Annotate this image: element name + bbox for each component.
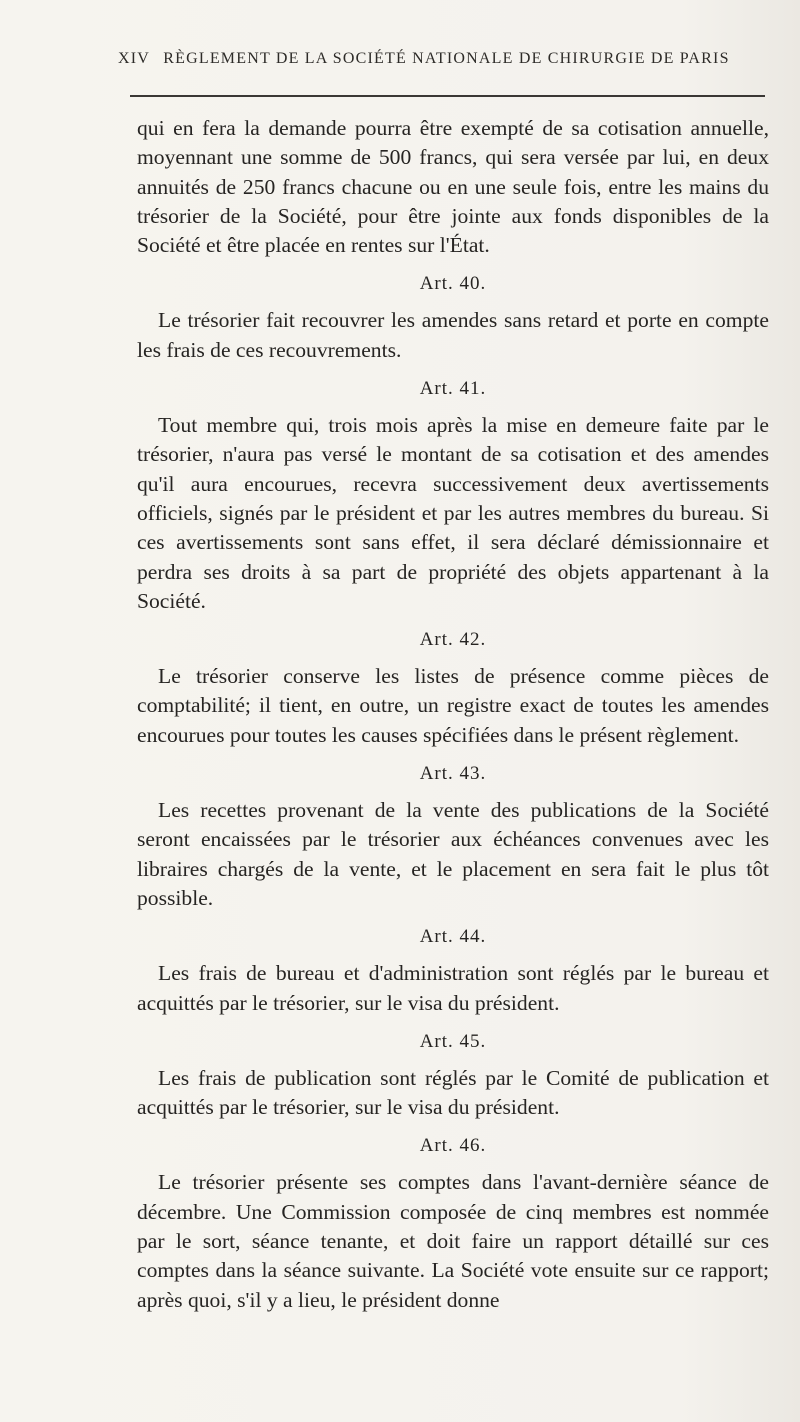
article-heading-43: Art. 43.: [419, 763, 487, 785]
article-42-text: Le trésorier conserve les listes de présence comme pièces de comptabilité; il tient, en outre, un registre exact de toutes les amendes encourues pour toutes les causes spécifiées dans le présent règlement.: [137, 664, 769, 747]
article-44-text: Les frais de bureau et d'administration sont réglés par le bureau et acquittés par le trésorier, sur le visa du président.: [137, 961, 769, 1015]
header-rule: [130, 95, 765, 97]
article-heading-42: Art. 42.: [419, 629, 487, 651]
article-heading-44: Art. 44.: [419, 926, 487, 948]
article-45-text: Les frais de publication sont réglés par le Comité de publication et acquittés par le trésorier, sur le visa du président.: [137, 1065, 769, 1120]
paragraph-continuation: qui en fera la demande pourra être exempté de sa cotisation annuelle, moyennant une somme de 500 francs, qui sera versée par lui, en deux annuités de 250 francs chacune ou en une seule fois, entre les mains du trésorier de la Société, pour être jointe aux fonds disponibles de la Société et être placée en rentes sur l'État.: [137, 116, 769, 258]
running-header: [118, 50, 768, 68]
page-body: [137, 114, 769, 1315]
article-heading-40: Art. 40.: [419, 273, 487, 295]
article-41-text: Tout membre qui, trois mois après la mise en demeure faite par le trésorier, n'aura pas versé le montant de sa cotisation et des amendes qu'il aura encourues, recevra successivement deux avertissements officiels, signés par le président et par les autres membres du bureau. Si ces avertissements sont sans effet, il sera déclaré démissionnaire et perdra ses droits à sa part de propriété des objets appartenant à la Société.: [137, 413, 769, 613]
article-43-text: Les recettes provenant de la vente des publications de la Société seront encaissées par le trésorier aux échéances convenues avec les libraires chargés de la vente, et le placement en sera fait le plus tôt possible.: [137, 798, 769, 910]
article-heading-46: Art. 46.: [419, 1135, 487, 1157]
article-46-text: Le trésorier présente ses comptes dans l'avant-dernière séance de décembre. Une Commission composée de cinq membres est nommée par le sort, séance tenante, et doit faire un rapport détaillé sur ces comptes dans la séance suivante. La Société vote ensuite sur ce rapport; après quoi, s'il y a lieu, le président donne: [137, 1170, 769, 1312]
running-title: RÈGLEMENT DE LA SOCIÉTÉ NATIONALE DE CHIRURGIE DE PARIS: [163, 50, 730, 67]
article-heading-41: Art. 41.: [419, 378, 487, 400]
article-40-text: Le trésorier fait recouvrer les amendes sans retard et porte en compte les frais de ces recouvrements.: [137, 308, 769, 362]
page-number: XIV: [118, 50, 151, 67]
article-heading-45: Art. 45.: [419, 1030, 487, 1052]
